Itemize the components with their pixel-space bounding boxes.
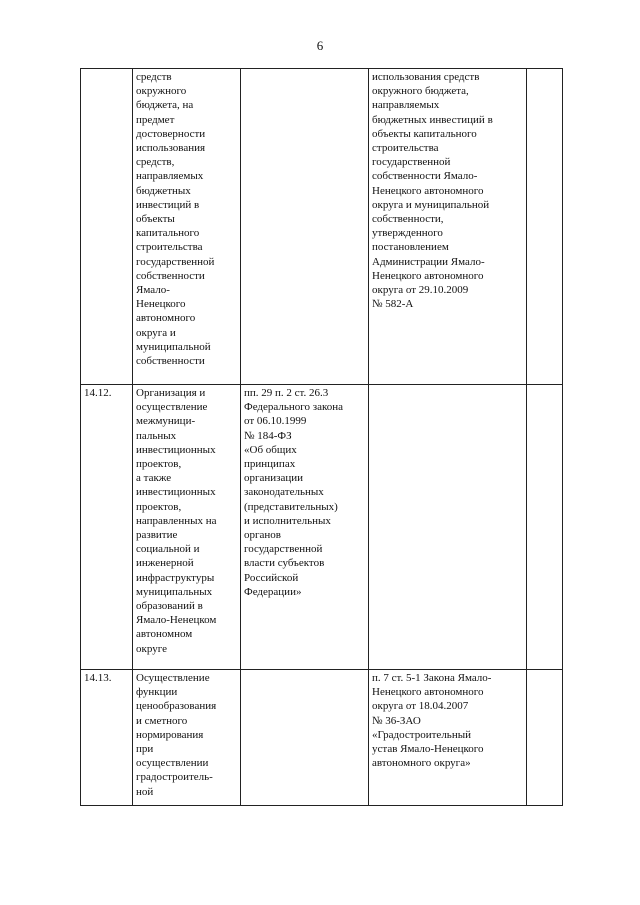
table-row <box>81 385 563 670</box>
federal-basis-cell <box>241 670 369 806</box>
regional-basis-cell: п. 7 ст. 5-1 Закона Ямало- Ненецкого автономного округа от 18.04.2007 № 36-ЗАО «Градостроительный устав Ямало-Ненецкого автономного округа» <box>369 670 527 806</box>
row-number-cell: 14.12. <box>81 385 133 670</box>
page-number: 6 <box>316 38 324 53</box>
power-name-cell: Осуществление функции ценообразования и сметного нормирования при осуществлении градостроитель- ной <box>133 670 241 806</box>
row-number-cell: 14.13. <box>81 670 133 806</box>
note-cell <box>527 670 563 806</box>
powers-table <box>80 68 563 806</box>
regional-basis-cell: использования средств окружного бюджета, направляемых бюджетных инвестиций в объекты капитального строительства государственной собственности Ямало- Ненецкого автономного округа и муниципальной собственности, утвержденного постановлением Администрации Ямало- Ненецкого автономного округа от 29.10.2009 № 582-А <box>369 69 527 385</box>
note-cell <box>527 385 563 670</box>
table-row <box>81 69 563 385</box>
power-name-cell: средств окружного бюджета, на предмет достоверности использования средств, направляемых бюджетных инвестиций в объекты капитального строительства государственной собственности Ямало- Ненецкого автономного округа и муниципальной собственности <box>133 69 241 385</box>
row-number-cell <box>81 69 133 385</box>
federal-basis-cell <box>241 69 369 385</box>
note-cell <box>527 69 563 385</box>
regional-basis-cell <box>369 385 527 670</box>
federal-basis-cell: пп. 29 п. 2 ст. 26.3 Федерального закона от 06.10.1999 № 184-ФЗ «Об общих принципах организации законодательных (представительных) и исполнительных органов государственной власти субъектов Российской Федерации» <box>241 385 369 670</box>
table-row <box>81 670 563 806</box>
power-name-cell: Организация и осуществление межмуници- пальных инвестиционных проектов, а также инвестиционных проектов, направленных на развитие социальной и инженерной инфраструктуры муниципальных образований в Ямало-Ненецком автономном округе <box>133 385 241 670</box>
